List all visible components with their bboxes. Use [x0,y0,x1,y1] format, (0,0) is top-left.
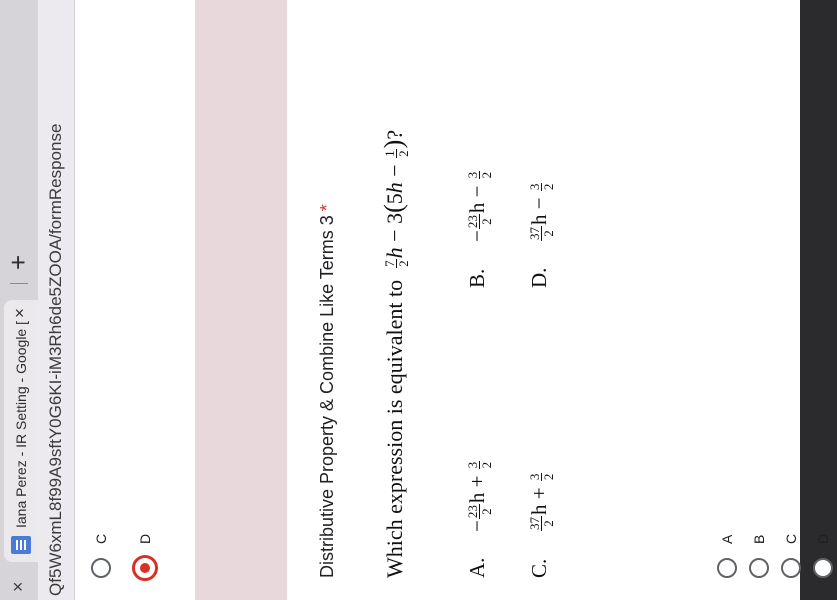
choice-constant: 3 2 [464,171,494,179]
choice-coefficient: 23 2 [464,505,494,519]
choice-coefficient: 37 2 [526,517,556,530]
choice-constant: 3 2 [526,473,556,481]
choice-middle: h − [527,197,551,225]
answer-option-a[interactable] [715,458,741,578]
answer-option-c[interactable] [779,458,805,578]
answer-option-d[interactable] [811,458,837,578]
stem-expression: 7 2 h − 3(5h − 1 2 )? [379,129,412,267]
choice-letter: C. [527,558,551,578]
address-bar[interactable] [38,0,75,600]
tab-divider [10,283,28,284]
radio-button[interactable] [813,558,833,578]
question-title [317,204,338,578]
browser-tab-active[interactable] [4,300,38,562]
answer-choice-b [465,170,493,288]
answer-option-b[interactable] [747,458,773,578]
google-forms-icon [11,536,31,554]
choice-coefficient: 37 2 [526,227,556,240]
choice-letter: A. [465,557,489,578]
answer-choice-c [527,472,555,578]
option-label: B [751,534,767,544]
choice-constant: 3 2 [526,183,556,191]
option-label: C [783,533,799,544]
problem-stem [379,130,410,578]
choice-letter: D. [527,267,551,288]
choice-middle: h − [465,185,489,214]
option-label: C [93,533,109,544]
question-image [367,18,617,578]
answer-choice-a [465,460,493,578]
question-title-text: Distributive Property & Combine Like Terms 3 [317,215,337,578]
radio-button[interactable] [91,558,111,578]
tab-title: Iana Perez - IR Setting - Google [ [13,321,29,528]
radio-button[interactable] [781,558,801,578]
new-tab-button[interactable]: + [3,254,33,270]
option-label: D [137,533,153,544]
option-label: A [719,534,735,544]
choice-middle: h + [465,475,489,504]
stem-text: Which expression is equivalent to [382,279,407,578]
choice-constant: 3 2 [464,461,494,469]
answer-choice-d [527,182,555,288]
choice-middle: h + [527,487,551,515]
required-asterisk: * [317,204,337,212]
radio-button-selected[interactable] [132,555,158,581]
radio-button[interactable] [749,558,769,578]
question-card [287,0,831,600]
option-label: D [815,533,831,544]
previous-tab-close-icon[interactable]: × [8,581,28,592]
choice-sign: − [465,230,489,242]
choice-coefficient: 23 2 [464,215,494,229]
choice-letter: B. [465,268,489,288]
previous-question-card [75,0,195,600]
url-text: Qf5W6xmL8f99A9sftY0G6KI-iM3Rh6de5ZOOA/formResponse [46,123,65,596]
choice-sign: − [465,520,489,532]
browser-tab-strip [0,0,38,600]
card-separator [195,0,287,600]
radio-button[interactable] [717,558,737,578]
tab-close-icon[interactable]: × [10,308,29,318]
